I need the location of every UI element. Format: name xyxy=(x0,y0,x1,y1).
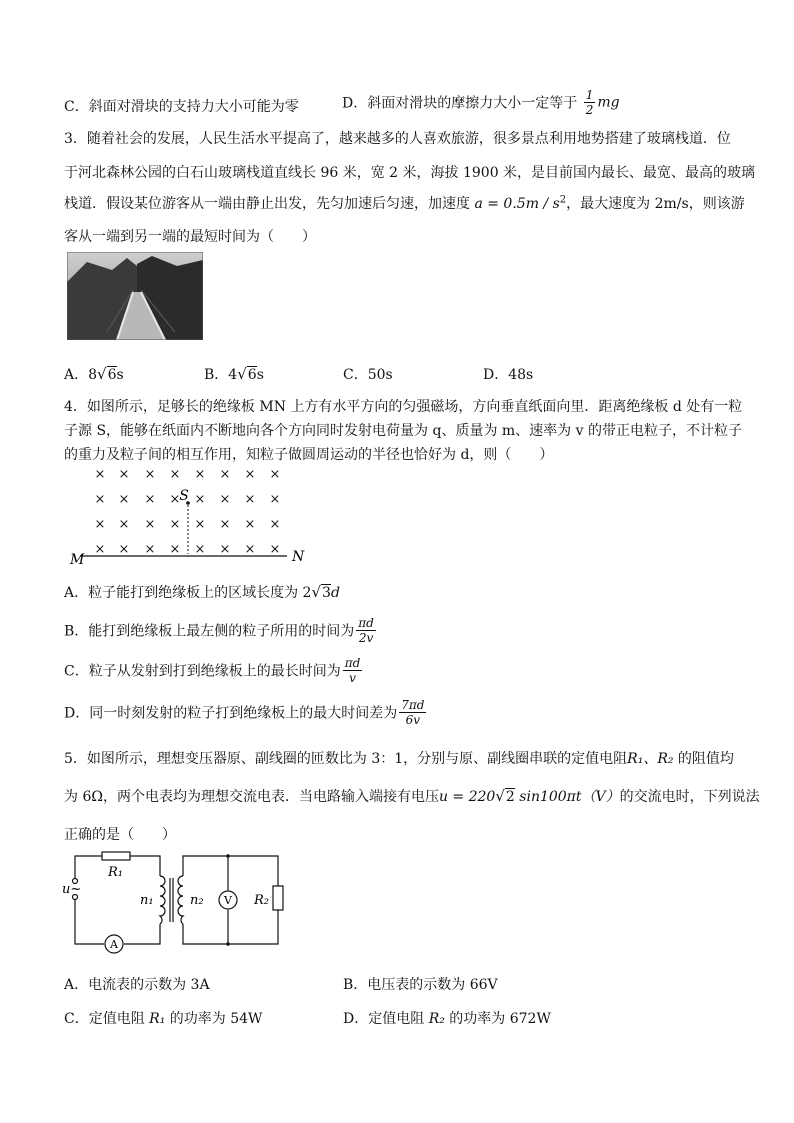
q5-stem-line2: 为 6Ω，两个电表均为理想交流电表．当电路输入端接有电压u = 220√2 sin100πt（V）的交流电时，下列说法 xyxy=(64,787,760,805)
q4-stem-line1: 4．如图所示，足够长的绝缘板 MN 上方有水平方向的匀强磁场，方向垂直纸面向里．距离绝缘板 d 处有一粒 xyxy=(64,399,743,415)
resistor-r2 xyxy=(273,886,283,910)
q5-option-c: C．定值电阻 R₁ 的功率为 54W xyxy=(64,1011,263,1027)
label-n1: n₁ xyxy=(140,893,154,908)
svg-text:×: × xyxy=(144,517,156,532)
ammeter-label: A xyxy=(110,938,118,951)
svg-text:×: × xyxy=(244,517,256,532)
q4-stem-line3: 的重力及粒子间的相互作用，知粒子做圆周运动的半径也恰好为 d，则（ ） xyxy=(64,447,554,463)
field-crosses xyxy=(95,467,281,557)
svg-text:×: × xyxy=(118,467,130,482)
svg-text:×: × xyxy=(144,492,156,507)
svg-text:×: × xyxy=(94,517,106,532)
svg-text:×: × xyxy=(219,542,231,557)
svg-text:×: × xyxy=(219,492,231,507)
svg-text:×: × xyxy=(169,492,181,507)
label-m: M xyxy=(70,552,85,568)
q4-option-c: C．粒子从发射到打到绝缘板上的最长时间为 $\frac{\pi d}{v}$ xyxy=(64,656,361,685)
label-n: N xyxy=(292,549,305,565)
svg-text:×: × xyxy=(269,467,281,482)
svg-text:×: × xyxy=(169,467,181,482)
transformer-circuit-figure xyxy=(60,848,300,958)
svg-text:×: × xyxy=(219,517,231,532)
q5-option-d: D．定值电阻 R₂ 的功率为 672W xyxy=(343,1011,551,1027)
voltmeter-label: V xyxy=(224,894,232,907)
q5-option-a: A．电流表的示数为 3A xyxy=(64,977,210,993)
magnetic-field-figure xyxy=(62,462,322,572)
svg-text:×: × xyxy=(169,517,181,532)
q3-option-c: C．50s xyxy=(343,367,393,383)
svg-text:×: × xyxy=(244,492,256,507)
resistor-r1 xyxy=(102,852,130,860)
svg-text:×: × xyxy=(169,542,181,557)
secondary-coil xyxy=(178,876,183,924)
label-n2: n₂ xyxy=(190,893,204,908)
svg-text:×: × xyxy=(94,492,106,507)
q4-option-a: A．粒子能打到绝缘板上的区域长度为 2√3d xyxy=(64,583,340,601)
svg-text:×: × xyxy=(194,517,206,532)
q3-option-b: B．4√6s xyxy=(204,365,264,383)
q3-stem-line3: 栈道．假设某位游客从一端由静止出发，先匀加速后匀速，加速度 $a = 0.5m / s^2$，最大速度为 2m/s，则该游 xyxy=(64,194,745,212)
label-u: u~ xyxy=(62,882,82,897)
q2-option-d-fraction: $\frac{1}{2}$ xyxy=(585,88,594,117)
svg-text:×: × xyxy=(269,517,281,532)
svg-text:×: × xyxy=(118,492,130,507)
svg-text:×: × xyxy=(269,492,281,507)
q2-option-c: C．斜面对滑块的支持力大小可能为零 xyxy=(64,99,299,115)
source-label: S xyxy=(179,488,189,504)
svg-text:×: × xyxy=(144,467,156,482)
q5-option-b: B．电压表的示数为 66V xyxy=(343,977,498,993)
q3-stem-line2: 于河北森林公园的白石山玻璃栈道直线长 96 米，宽 2 米，海拔 1900 米，是目前国内最长、最宽、最高的玻璃 xyxy=(64,165,756,181)
q3-option-a: A．8√6s xyxy=(64,365,124,383)
svg-text:×: × xyxy=(194,542,206,557)
svg-text:×: × xyxy=(194,467,206,482)
svg-text:×: × xyxy=(118,542,130,557)
q4-option-d: D．同一时刻发射的粒子打到绝缘板上的最大时间差为 $\frac{7\pi d}{6v}$ xyxy=(64,698,425,727)
q2-option-d: D．斜面对滑块的摩擦力大小一定等于 $\frac{1}{2}$ mg xyxy=(342,88,620,117)
label-r2: R₂ xyxy=(254,893,269,908)
svg-text:×: × xyxy=(219,467,231,482)
label-r1: R₁ xyxy=(108,865,123,880)
primary-coil xyxy=(160,876,165,924)
glass-walkway-photo xyxy=(67,252,203,340)
svg-text:×: × xyxy=(244,542,256,557)
q4-option-b: B．能打到绝缘板上最左侧的粒子所用的时间为 $\frac{\pi d}{2v}$ xyxy=(64,616,374,645)
svg-text:×: × xyxy=(94,542,106,557)
q5-stem-line3: 正确的是（ ） xyxy=(64,827,176,843)
svg-text:×: × xyxy=(118,517,130,532)
svg-text:×: × xyxy=(94,467,106,482)
q3-option-d: D．48s xyxy=(483,367,534,383)
q3-stem-line4: 客从一端到另一端的最短时间为（ ） xyxy=(64,229,316,245)
q5-stem-line1: 5．如图所示，理想变压器原、副线圈的匝数比为 3：1，分别与原、副线圈串联的定值电阻R₁、R₂ 的阻值均 xyxy=(64,751,734,767)
svg-text:×: × xyxy=(144,542,156,557)
q3-stem-line1: 3．随着社会的发展，人民生活水平提高了，越来越多的人喜欢旅游，很多景点利用地势搭建了玻璃栈道．位 xyxy=(64,131,731,147)
q4-stem-line2: 子源 S，能够在纸面内不断地向各个方向同时发射电荷量为 q、质量为 m、速率为 v 的带正电粒子，不计粒子 xyxy=(64,423,742,439)
svg-text:×: × xyxy=(244,467,256,482)
svg-text:×: × xyxy=(194,492,206,507)
svg-text:×: × xyxy=(269,542,281,557)
